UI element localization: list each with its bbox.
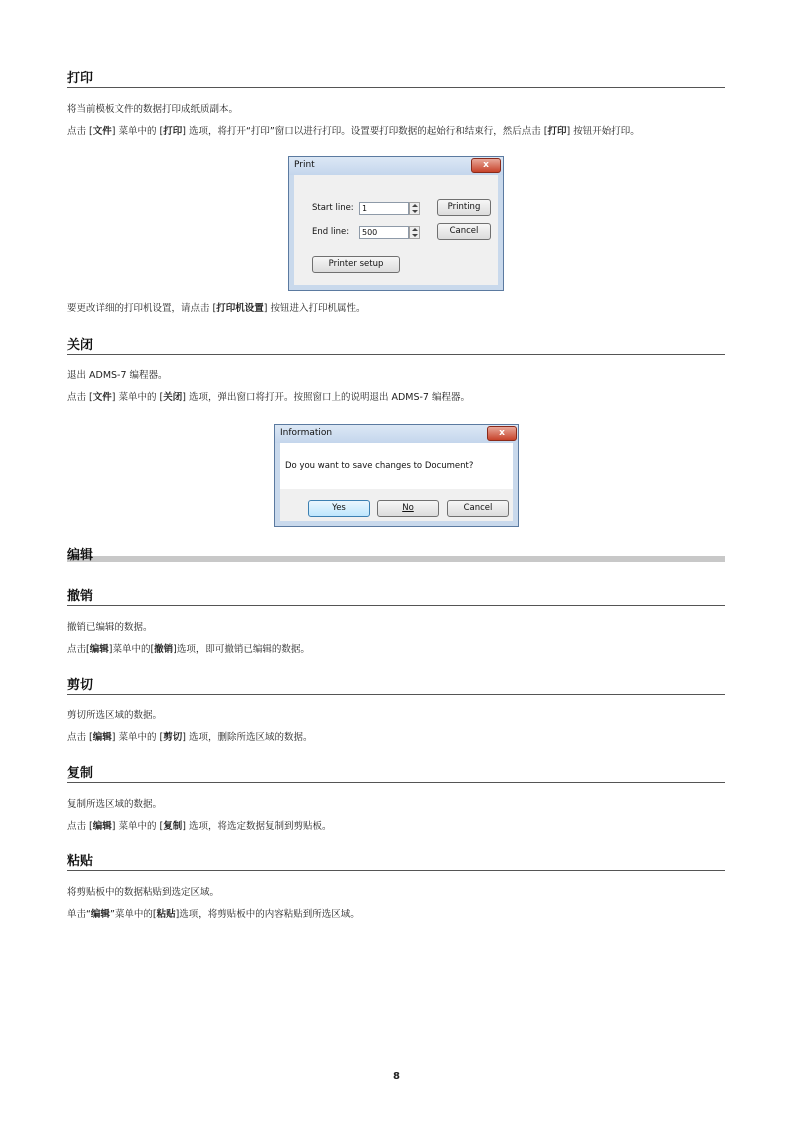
no-button[interactable] bbox=[377, 500, 439, 517]
bold-term: 撤销 bbox=[154, 644, 174, 655]
end-line-label: End line: bbox=[312, 227, 350, 237]
section-heading-close bbox=[67, 336, 725, 355]
paragraph bbox=[67, 123, 640, 137]
section-title: 关闭 bbox=[67, 338, 94, 353]
printing-button[interactable]: Printing bbox=[437, 199, 491, 216]
paragraph: 将当前模板文件的数据打印成纸质副本。 bbox=[67, 104, 239, 115]
bold-term: 编辑 bbox=[92, 821, 112, 832]
bold-term: 打印 bbox=[163, 126, 183, 137]
text-run: ] 菜单中的 [ bbox=[111, 821, 164, 832]
paragraph bbox=[67, 300, 365, 314]
bold-term: 打印机设置 bbox=[216, 303, 264, 314]
text-run: 点击[ bbox=[67, 644, 90, 655]
paragraph bbox=[67, 906, 360, 920]
chapter-heading-edit bbox=[67, 545, 725, 563]
text-run: ] 选项，删除所选区域的数据。 bbox=[182, 732, 313, 743]
spin-down-icon[interactable] bbox=[412, 210, 418, 213]
paragraph bbox=[67, 641, 310, 655]
text-run: ] 按钮开始打印。 bbox=[566, 126, 640, 137]
start-line-input[interactable]: 1 bbox=[359, 202, 409, 215]
cancel-button[interactable]: Cancel bbox=[447, 500, 509, 517]
paragraph: 剪切所选区域的数据。 bbox=[67, 710, 163, 721]
message-area bbox=[280, 443, 513, 489]
end-line-input[interactable]: 500 bbox=[359, 226, 409, 239]
text-run: 点击 [ bbox=[67, 392, 93, 403]
text-run: ] 按钮进入打印机属性。 bbox=[263, 303, 366, 314]
bold-term: 文件 bbox=[92, 126, 112, 137]
section-heading-undo bbox=[67, 587, 725, 606]
no-button-label: No bbox=[402, 503, 414, 513]
close-icon[interactable]: x bbox=[487, 426, 517, 441]
text-run: ] 选项，弹出窗口将打开。按照窗口上的说明退出 ADMS-7 编程器。 bbox=[182, 392, 470, 403]
text-run: ] 选项，将打开“打印”窗口以进行打印。设置要打印数据的起始行和结束行，然后点击 [ bbox=[182, 126, 548, 137]
section-heading-copy bbox=[67, 764, 725, 783]
paragraph: 复制所选区域的数据。 bbox=[67, 799, 163, 810]
text-run: ] 菜单中的 [ bbox=[111, 732, 164, 743]
bold-term: 编辑 bbox=[89, 644, 109, 655]
spin-down-icon[interactable] bbox=[412, 234, 418, 237]
bold-term: 编辑 bbox=[92, 732, 112, 743]
chapter-rule bbox=[67, 556, 725, 562]
section-title: 复制 bbox=[67, 766, 94, 781]
text-run: ]选项，即可撤销已编辑的数据。 bbox=[173, 644, 310, 655]
end-line-spinner[interactable] bbox=[409, 226, 420, 239]
bold-term: 编辑 bbox=[90, 909, 110, 920]
yes-button[interactable]: Yes bbox=[308, 500, 370, 517]
text-run: ] 菜单中的 [ bbox=[111, 392, 164, 403]
section-heading-print bbox=[67, 69, 725, 88]
paragraph bbox=[67, 729, 312, 743]
spin-up-icon[interactable] bbox=[412, 228, 418, 231]
text-run: ]菜单中的[ bbox=[108, 644, 155, 655]
bold-term: 剪切 bbox=[163, 732, 183, 743]
text-run: 点击 [ bbox=[67, 821, 93, 832]
information-dialog bbox=[274, 424, 519, 527]
text-run: ] 选项，将选定数据复制到剪贴板。 bbox=[182, 821, 332, 832]
bold-term: 打印 bbox=[547, 126, 567, 137]
text-run: 单击“ bbox=[67, 909, 91, 920]
start-line-spinner[interactable] bbox=[409, 202, 420, 215]
text-run: ] 菜单中的 [ bbox=[111, 126, 164, 137]
section-title: 粘贴 bbox=[67, 854, 94, 869]
bold-term: 文件 bbox=[92, 392, 112, 403]
text-run: 点击 [ bbox=[67, 126, 93, 137]
page-number: 8 bbox=[393, 1071, 400, 1082]
dialog-title: Print bbox=[294, 160, 315, 170]
text-run: ]选项，将剪贴板中的内容粘贴到所选区域。 bbox=[175, 909, 360, 920]
section-title: 剪切 bbox=[67, 678, 94, 693]
section-heading-cut bbox=[67, 676, 725, 695]
bold-term: 关闭 bbox=[163, 392, 183, 403]
title-bar bbox=[289, 157, 503, 175]
cancel-button[interactable]: Cancel bbox=[437, 223, 491, 240]
section-title: 撤销 bbox=[67, 589, 94, 604]
dialog-message: Do you want to save changes to Document? bbox=[285, 461, 474, 471]
dialog-title: Information bbox=[280, 428, 333, 438]
paragraph: 撤销已编辑的数据。 bbox=[67, 622, 153, 633]
bold-term: 复制 bbox=[163, 821, 183, 832]
paragraph bbox=[67, 389, 470, 403]
text-run: 要更改详细的打印机设置，请点击 [ bbox=[67, 303, 217, 314]
paragraph: 退出 ADMS-7 编程器。 bbox=[67, 370, 168, 381]
text-run: 点击 [ bbox=[67, 732, 93, 743]
section-heading-paste bbox=[67, 852, 725, 871]
printer-setup-button[interactable]: Printer setup bbox=[312, 256, 400, 273]
text-run: ”菜单中的[ bbox=[109, 909, 157, 920]
start-line-label: Start line: bbox=[312, 203, 354, 213]
close-icon[interactable]: x bbox=[471, 158, 501, 173]
section-title: 打印 bbox=[67, 71, 94, 86]
title-bar bbox=[275, 425, 518, 443]
paragraph: 将剪贴板中的数据粘贴到选定区域。 bbox=[67, 887, 220, 898]
chapter-title: 编辑 bbox=[67, 548, 94, 563]
bold-term: 粘贴 bbox=[156, 909, 176, 920]
print-dialog bbox=[288, 156, 504, 291]
paragraph bbox=[67, 818, 331, 832]
spin-up-icon[interactable] bbox=[412, 204, 418, 207]
